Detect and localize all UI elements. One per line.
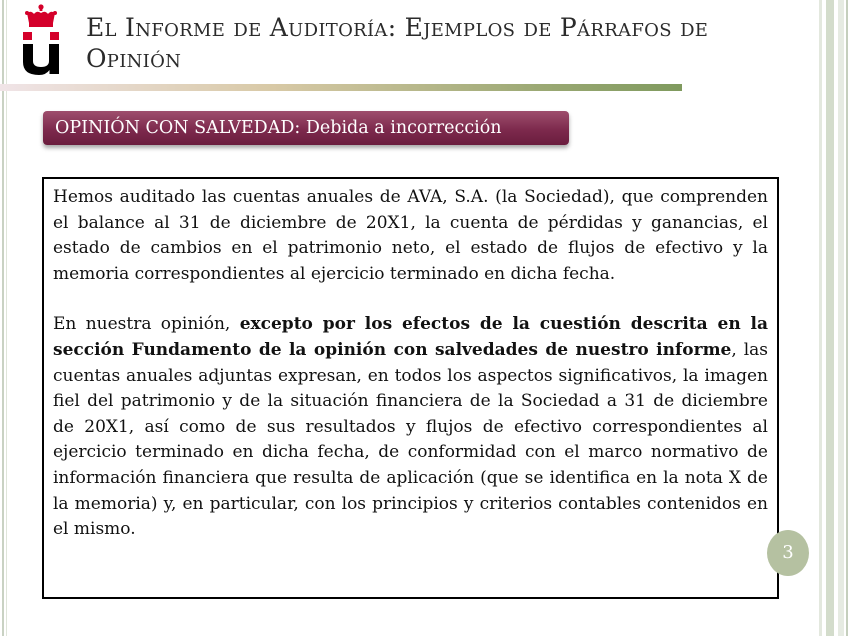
- opinion-qualification: excepto por los efectos de la cuestión descrita en la sección Fundamento de la opinión con salvedades de nuestro informe: [53, 314, 768, 360]
- university-logo-icon: [20, 4, 62, 76]
- right-frame-decoration: [812, 0, 848, 636]
- banner-subheading: Debida a incorrección: [305, 118, 502, 138]
- opinion-text-box: [42, 177, 779, 599]
- title-divider: [0, 84, 682, 91]
- banner-heading: OPINIÓN CON SALVEDAD:: [55, 118, 301, 138]
- opinion-intro: En nuestra opinión,: [53, 314, 240, 335]
- left-frame-decoration: [0, 0, 10, 636]
- paragraph-audit-scope: Hemos auditado las cuentas anuales de AVA, S.A. (la Sociedad), que comprenden el balance al 31 de diciembre de 20X1, la cuenta de pérdidas y ganancias, el estado de cambios en el patrimonio neto, el estado de flujos de efectivo y la memoria correspondientes al ejercicio terminado en dicha fecha.: [53, 187, 768, 284]
- opinion-body: , las cuentas anuales adjuntas expresan, en todos los aspectos significativos, la imagen fiel del patrimonio y de la situación financiera de la Sociedad a 31 de diciembre de 20X1, así como de sus resultados y flujos de efectivo correspondientes al ejercicio terminado en dicha fecha, de conformidad con el marco normativo de información financiera que resulta de aplicación (que se identifica en la nota X de la memoria) y, en particular, con los principios y criterios contables contenidos en el mismo.: [53, 339, 768, 540]
- page-title: El Informe de Auditoría: Ejemplos de Párrafos de Opinión: [86, 13, 709, 73]
- paragraph-opinion: [53, 312, 768, 542]
- page-number-badge: 3: [767, 530, 809, 576]
- section-banner: [43, 111, 569, 145]
